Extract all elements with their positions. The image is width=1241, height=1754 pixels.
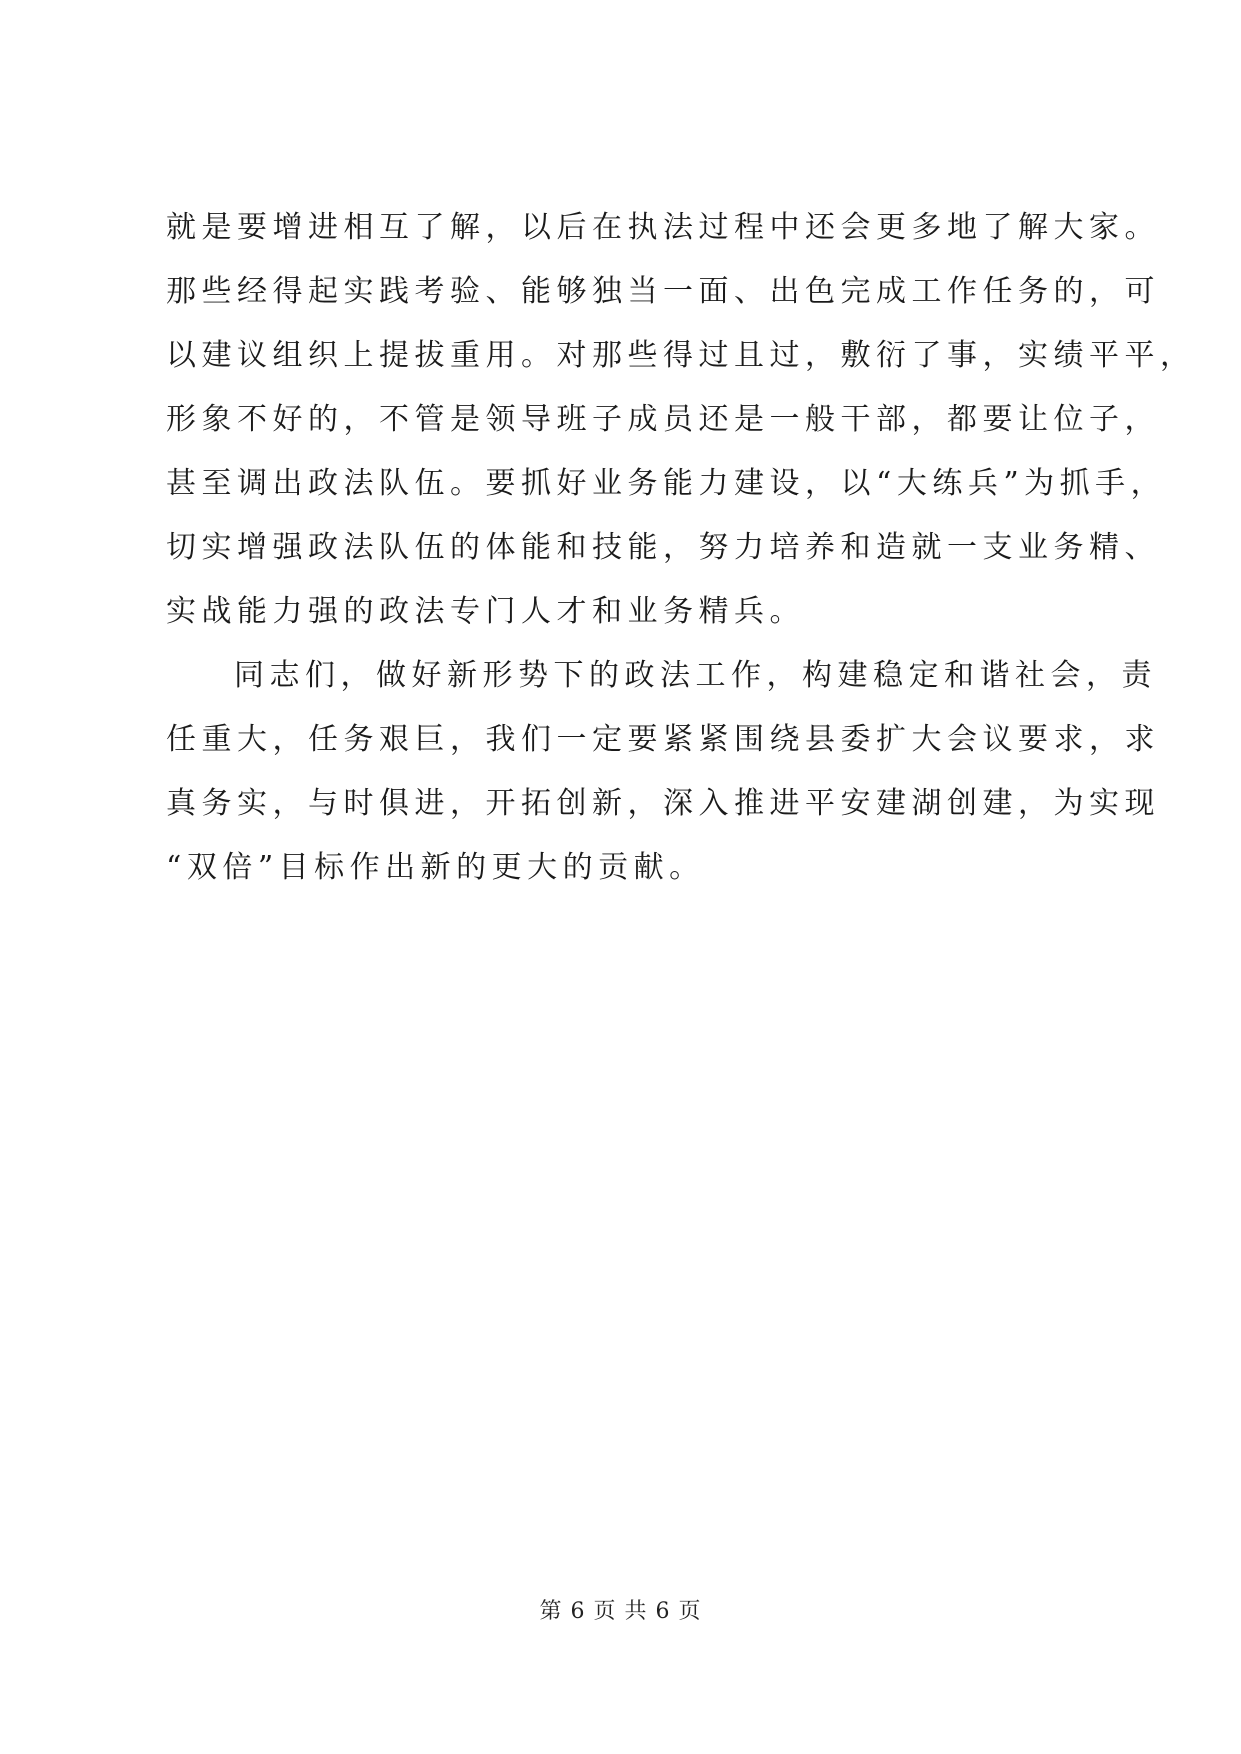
text-line: 同志们，做好新形势下的政法工作，构建稳定和谐社会，责	[234, 658, 1157, 693]
text-line: 形象不好的，不管是领导班子成员还是一般干部，都要让位子，	[166, 402, 1160, 437]
page-number-footer: 第 6 页 共 6 页	[539, 1599, 702, 1624]
text-line: 真务实，与时俱进，开拓创新，深入推进平安建湖创建，为实现	[166, 786, 1160, 821]
text-line: 切实增强政法队伍的体能和技能，努力培养和造就一支业务精、	[166, 530, 1160, 565]
text-line: 那些经得起实践考验、能够独当一面、出色完成工作任务的，可	[166, 274, 1160, 309]
paragraph-2	[166, 644, 1160, 900]
text-line: 以建议组织上提拔重用。对那些得过且过，敷衍了事，实绩平平，	[166, 338, 1196, 373]
text-line: “双倍”目标作出新的更大的贡献。	[166, 850, 705, 885]
paragraph-1	[166, 196, 1196, 644]
document-body	[166, 196, 1196, 900]
text-line: 甚至调出政法队伍。要抓好业务能力建设，以“大练兵”为抓手，	[166, 466, 1167, 501]
text-line: 实战能力强的政法专门人才和业务精兵。	[166, 594, 805, 629]
text-line: 任重大，任务艰巨，我们一定要紧紧围绕县委扩大会议要求，求	[166, 722, 1160, 757]
text-line: 就是要增进相互了解，以后在执法过程中还会更多地了解大家。	[166, 210, 1160, 245]
